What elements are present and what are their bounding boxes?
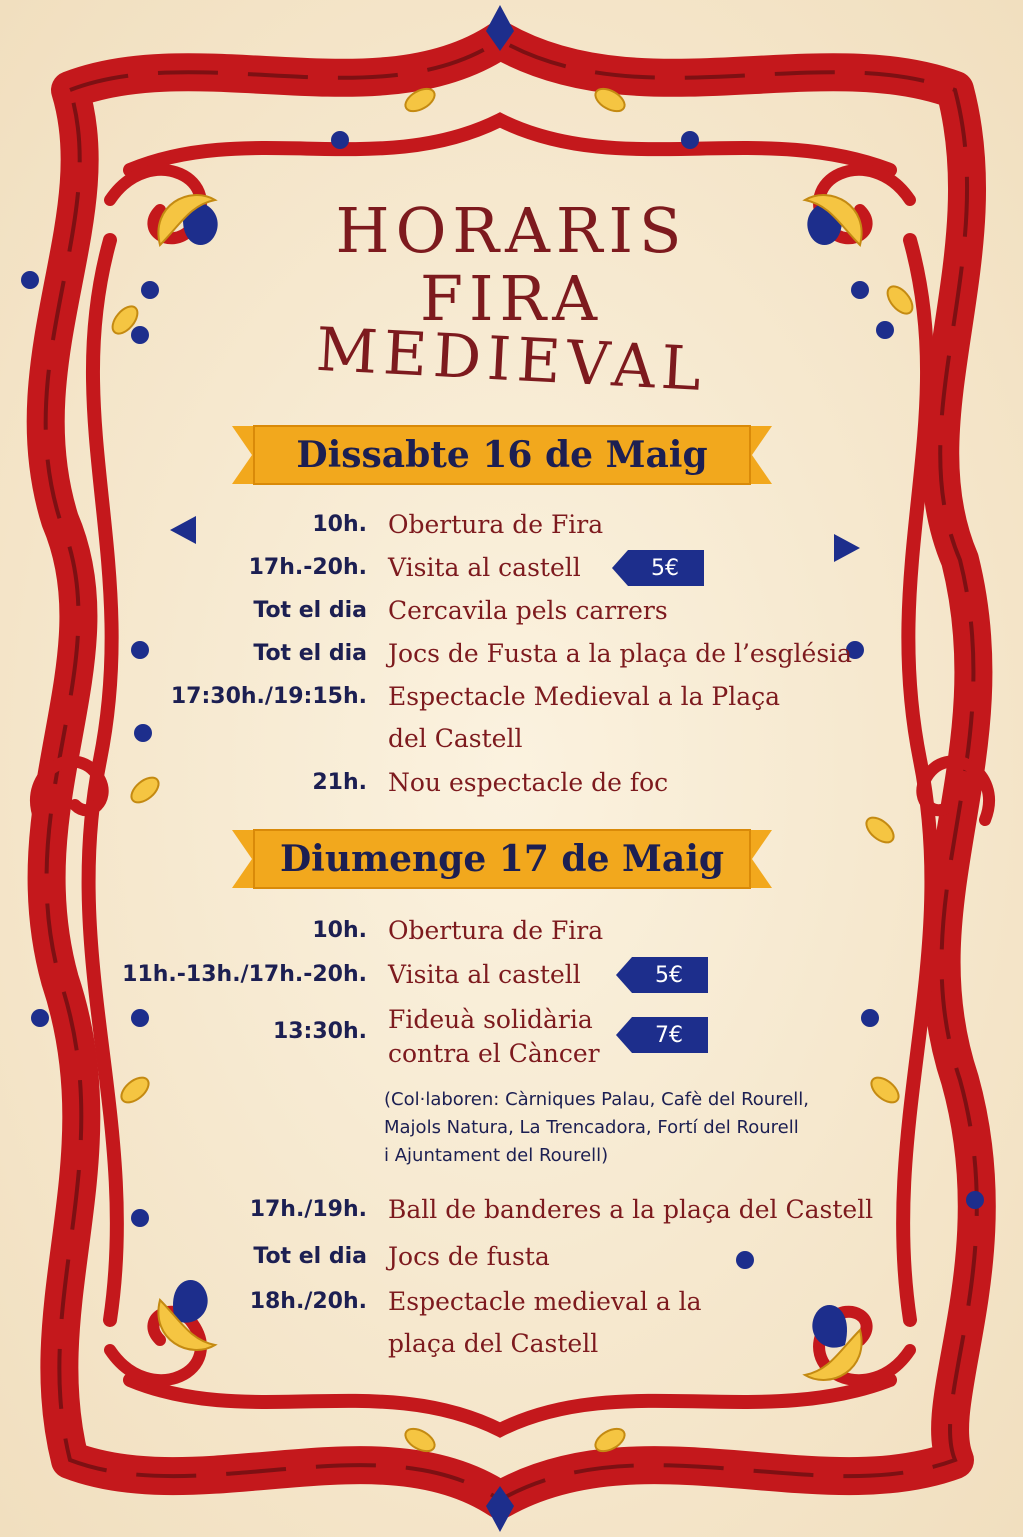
schedule-row xyxy=(0,916,1023,960)
event-description-line-2: plaça del Castell xyxy=(388,1329,599,1358)
event-time: 17h.-20h. xyxy=(248,555,367,580)
collaborators-note xyxy=(384,1086,809,1170)
schedule-row xyxy=(0,768,1023,812)
schedule-row xyxy=(0,1242,1023,1286)
event-time: 17:30h./19:15h. xyxy=(170,684,367,709)
price-tag xyxy=(612,550,704,586)
event-description xyxy=(388,682,780,754)
price-value: 5€ xyxy=(651,555,679,581)
event-time: 10h. xyxy=(312,512,367,537)
event-description: Cercavila pels carrers xyxy=(388,596,668,625)
event-description: Visita al castell xyxy=(388,553,581,582)
event-description-line-2: contra el Càncer xyxy=(388,1039,600,1068)
schedule-row xyxy=(0,596,1023,640)
event-description: Obertura de Fira xyxy=(388,510,604,539)
price-tag xyxy=(616,957,708,993)
schedule-row xyxy=(0,960,1023,1004)
note-line: (Col·laboren: Càrniques Palau, Cafè del Rourell, xyxy=(384,1089,810,1110)
title-line-3: MEDIEVAL xyxy=(314,314,709,406)
sunday-banner xyxy=(232,826,772,892)
event-time: 21h. xyxy=(312,770,367,795)
saturday-heading: Dissabte 16 de Maig xyxy=(296,434,708,476)
event-time: 13:30h. xyxy=(272,1019,367,1044)
event-description: Visita al castell xyxy=(388,960,581,989)
price-value: 5€ xyxy=(655,962,683,988)
event-time: Tot el dia xyxy=(253,641,367,666)
event-time: 18h./20h. xyxy=(249,1289,367,1314)
schedule-row xyxy=(0,553,1023,597)
schedule-row xyxy=(0,1005,1023,1081)
note-line: Majols Natura, La Trencadora, Fortí del Rourell xyxy=(384,1117,799,1138)
schedule-row xyxy=(0,1287,1023,1373)
event-description-line-1: Espectacle medieval a la xyxy=(388,1287,702,1316)
event-description xyxy=(388,1287,702,1359)
event-description: Ball de banderes a la plaça del Castell xyxy=(388,1195,874,1224)
title-line-2: FIRA xyxy=(420,262,603,335)
schedule-row xyxy=(0,1195,1023,1239)
note-line: i Ajuntament del Rourell) xyxy=(384,1145,609,1166)
event-description: Obertura de Fira xyxy=(388,916,604,945)
sunday-heading: Diumenge 17 de Maig xyxy=(279,838,725,880)
title-line-1: HORARIS xyxy=(335,194,688,267)
schedule-row xyxy=(0,639,1023,683)
saturday-banner xyxy=(232,422,772,488)
event-time: Tot el dia xyxy=(253,598,367,623)
event-description: Nou espectacle de foc xyxy=(388,768,669,797)
event-description-line-1: Espectacle Medieval a la Plaça xyxy=(388,682,781,711)
event-time: 11h.-13h./17h.-20h. xyxy=(122,962,367,987)
event-description-line-1: Fideuà solidària xyxy=(388,1005,593,1034)
event-description: Jocs de fusta xyxy=(388,1242,550,1271)
event-time: 17h./19h. xyxy=(249,1197,367,1222)
event-description xyxy=(388,1005,600,1069)
schedule-row xyxy=(0,510,1023,554)
price-value: 7€ xyxy=(655,1022,683,1048)
event-time: Tot el dia xyxy=(253,1244,367,1269)
event-description-line-2: del Castell xyxy=(388,724,523,753)
event-time: 10h. xyxy=(312,918,367,943)
event-description: Jocs de Fusta a la plaça de l’església xyxy=(388,639,853,668)
schedule-row xyxy=(0,682,1023,768)
price-tag xyxy=(616,1017,708,1053)
